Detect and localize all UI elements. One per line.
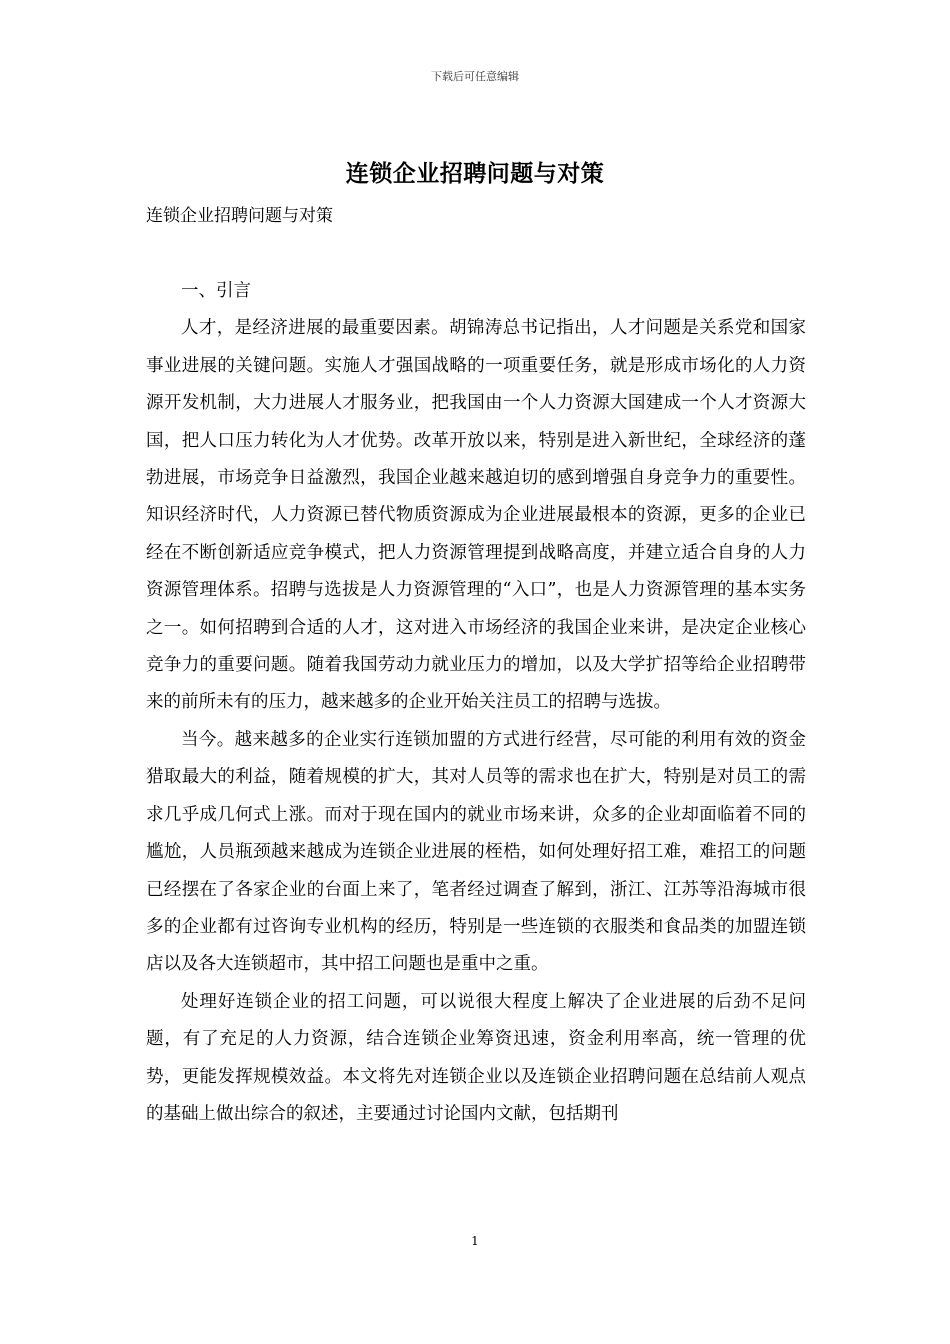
document-title: 连锁企业招聘问题与对策 bbox=[345, 160, 605, 187]
paragraph-3: 处理好连锁企业的招工问题，可以说很大程度上解决了企业进展的后劲不足问题，有了充足的人力资源，结合连锁企业筹资迅速，资金利用率高，统一管理的优势，更能发挥规模效益。本文将先对连锁企业以及连锁企业招聘问题在总结前人观点的基础上做出综合的叙述，主要通过讨论国内文献，包括期刊 bbox=[146, 991, 806, 1124]
paragraph-1: 人才，是经济进展的最重要因素。胡锦涛总书记指出，人才问题是关系党和国家事业进展的关键问题。实施人才强国战略的一项重要任务，就是形成市场化的人力资源开发机制，大力进展人才服务业，把我国由一个人力资源大国建成一个人才资源大国，把人口压力转化为人才优势。改革开放以来，特别是进入新世纪，全球经济的蓬勃进展，市场竞争日益激烈，我国企业越来越迫切的感到增强自身竞争力的重要性。知识经济时代，人力资源已替代物质资源成为企业进展最根本的资源，更多的企业已经在不断创新适应竞争模式，把人力资源管理提到战略高度，并建立适合自身的人力资源管理体系。招聘与选拔是人力资源管理的“入口”，也是人力资源管理的基本实务之一。如何招聘到合适的人才，这对进入市场经济的我国企业来讲，是决定企业核心竞争力的重要问题。随着我国劳动力就业压力的增加，以及大学扩招等给企业招聘带来的前所未有的压力，越来越多的企业开始关注员工的招聘与选拔。 bbox=[146, 318, 806, 713]
paragraph-2: 当今。越来越多的企业实行连锁加盟的方式进行经营，尽可能的利用有效的资金猎取最大的利益，随着规模的扩大，其对人员等的需求也在扩大，特别是对员工的需求几乎成几何式上涨。而对于现在国内的就业市场来讲，众多的企业却面临着不同的尴尬，人员瓶颈越来越成为连锁企业进展的桎梏，如何处理好招工难，难招工的问题已经摆在了各家企业的台面上来了，笔者经过调查了解到，浙江、江苏等沿海城市很多的企业都有过咨询专业机构的经历，特别是一些连锁的衣服类和食品类的加盟连锁店以及各大连锁超市，其中招工问题也是重中之重。 bbox=[146, 729, 806, 975]
page-header-note: 下载后可任意编辑 bbox=[431, 70, 519, 83]
section-heading: 一、引言 bbox=[181, 281, 251, 301]
document-subtitle: 连锁企业招聘问题与对策 bbox=[146, 206, 333, 226]
document-body bbox=[146, 273, 806, 1133]
page-number: 1 bbox=[471, 1234, 479, 1248]
